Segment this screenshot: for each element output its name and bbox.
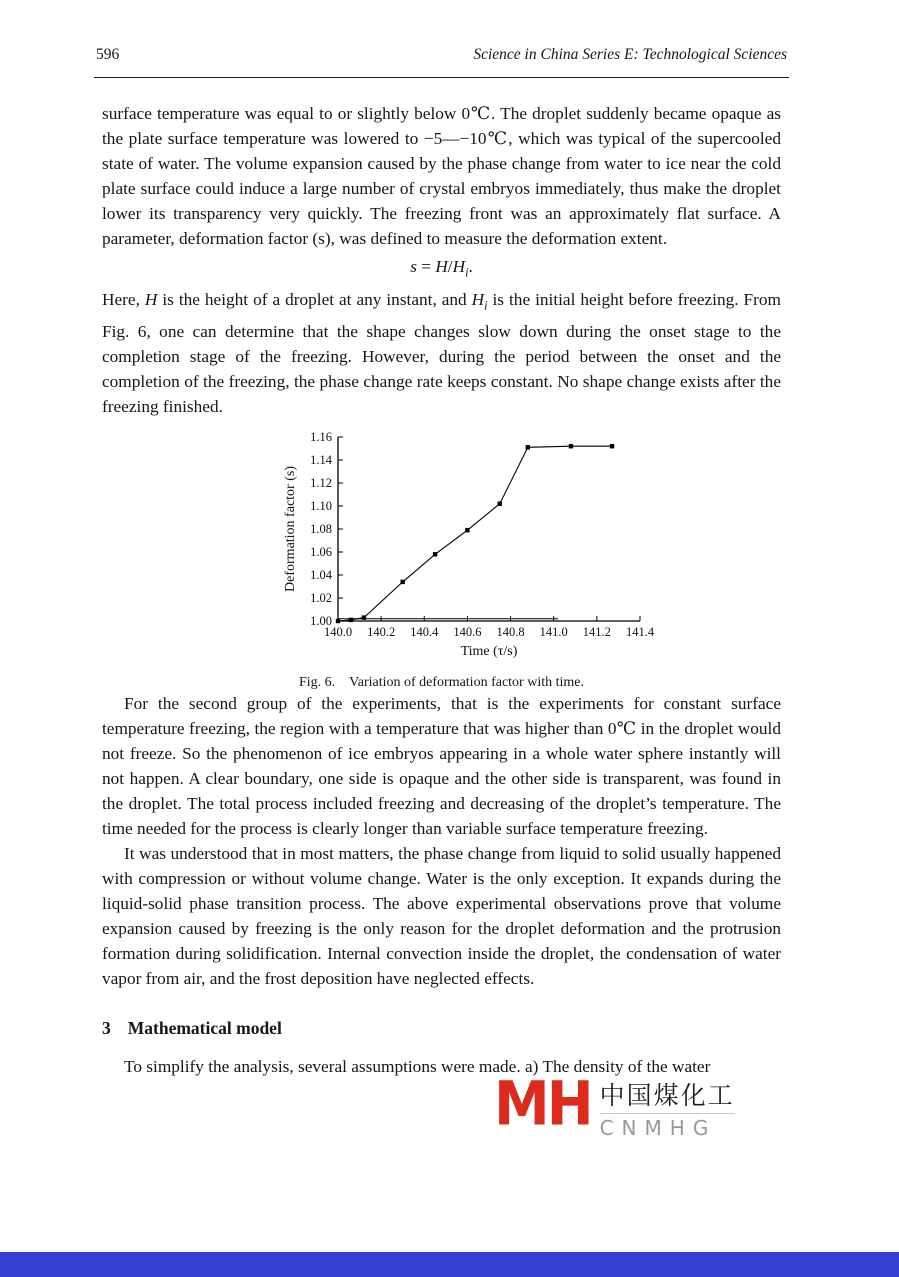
- svg-text:140.8: 140.8: [496, 624, 525, 639]
- figure-caption-text: Variation of deformation factor with time.: [349, 674, 584, 690]
- svg-text:1.16: 1.16: [309, 430, 332, 445]
- svg-text:140.4: 140.4: [409, 624, 438, 639]
- section-number: 3: [102, 1017, 111, 1038]
- text-column: [96, 46, 787, 1079]
- svg-text:1.10: 1.10: [309, 499, 332, 514]
- page-number: 596: [96, 46, 120, 63]
- svg-text:140.2: 140.2: [366, 624, 395, 639]
- deformation-chart: [278, 427, 662, 667]
- paragraph-3: For the second group of the experiments, that is the experiments for constant surface temperature freezing, the region with a temperature that was higher than 0℃ in the droplet would not freeze. So the phenomenon of ice embryos appearing in a whole water sphere instantly will not happen. A clear boundary, one side is opaque and the other side is transparent, was found in the droplet. The total process included freezing and decreasing of the droplet’s temperature. The time needed for the process is clearly longer than variable surface temperature freezing.: [102, 693, 781, 838]
- figure-6-caption: [102, 675, 781, 691]
- section-title: Mathematical model: [127, 1017, 282, 1038]
- paragraph-1: surface temperature was equal to or slightly below 0℃. The droplet suddenly became opaque as the plate surface temperature was lowered to −5—−10℃, which was typical of the supercooled state of water. The volume expansion caused by the phase change from water to ice near the cold plate surface could induce a large number of crystal embryos immediately, thus make the droplet lower its transparency very quickly. The freezing front was an approximately flat surface. A parameter, deformation factor (s), was defined to measure the deformation extent.: [102, 104, 781, 248]
- svg-text:1.00: 1.00: [309, 614, 332, 629]
- svg-text:1.06: 1.06: [309, 545, 332, 560]
- svg-text:141.0: 141.0: [539, 624, 568, 639]
- svg-text:1.02: 1.02: [309, 591, 332, 606]
- figure-6: [102, 427, 781, 691]
- figure-caption-label: Fig. 6.: [298, 674, 336, 690]
- section-heading-3: [102, 1018, 781, 1039]
- svg-text:141.4: 141.4: [625, 624, 654, 639]
- equation-deformation-factor: $s = H/H_i$.: [410, 257, 473, 280]
- svg-text:140.6: 140.6: [452, 624, 481, 639]
- journal-title: Science in China Series E: Technological Sciences: [473, 46, 787, 63]
- svg-text:Time (τ/s): Time (τ/s): [460, 643, 517, 659]
- paragraph-5: To simplify the analysis, several assumptions were made. a) The density of the water: [124, 1056, 711, 1076]
- running-head: [94, 46, 789, 78]
- svg-text:141.2: 141.2: [582, 624, 611, 639]
- svg-text:1.12: 1.12: [309, 476, 332, 491]
- svg-text:140.0: 140.0: [323, 624, 352, 639]
- paragraph-2: Here, H is the height of a droplet at any instant, and $H_i$ is the initial height before freezing. From Fig. 6, one can determine that the shape changes slow down during the onset stage to the completion stage of the freezing. However, during the period between the onset and the completion of the freezing, the phase change rate keeps constant. No shape change exists after the freezing finished.: [102, 290, 781, 416]
- watermark-latin-text: CNMHG: [600, 1113, 735, 1140]
- watermark-text-block: [600, 1079, 735, 1140]
- svg-text:1.14: 1.14: [309, 453, 332, 468]
- bottom-blue-bar: [0, 1252, 899, 1277]
- svg-text:1.08: 1.08: [309, 522, 332, 537]
- svg-text:Deformation factor (s): Deformation factor (s): [282, 465, 298, 592]
- watermark-chinese-text: 中国煤化工: [599, 1081, 735, 1110]
- svg-text:1.04: 1.04: [309, 568, 332, 583]
- paragraph-4: It was understood that in most matters, the phase change from liquid to solid usually happened with compression or without volume change. Water is the only exception. It expands during the liquid-solid phase transition process. The above experimental observations prove that volume expansion caused by freezing is the only reason for the droplet deformation and the protrusion formation during solidification. Internal convection inside the droplet, the condensation of water vapor from air, and the frost deposition have neglected effects.: [102, 843, 781, 988]
- cnmhg-logo: MH: [494, 1069, 591, 1140]
- cnmhg-watermark: [492, 1069, 741, 1143]
